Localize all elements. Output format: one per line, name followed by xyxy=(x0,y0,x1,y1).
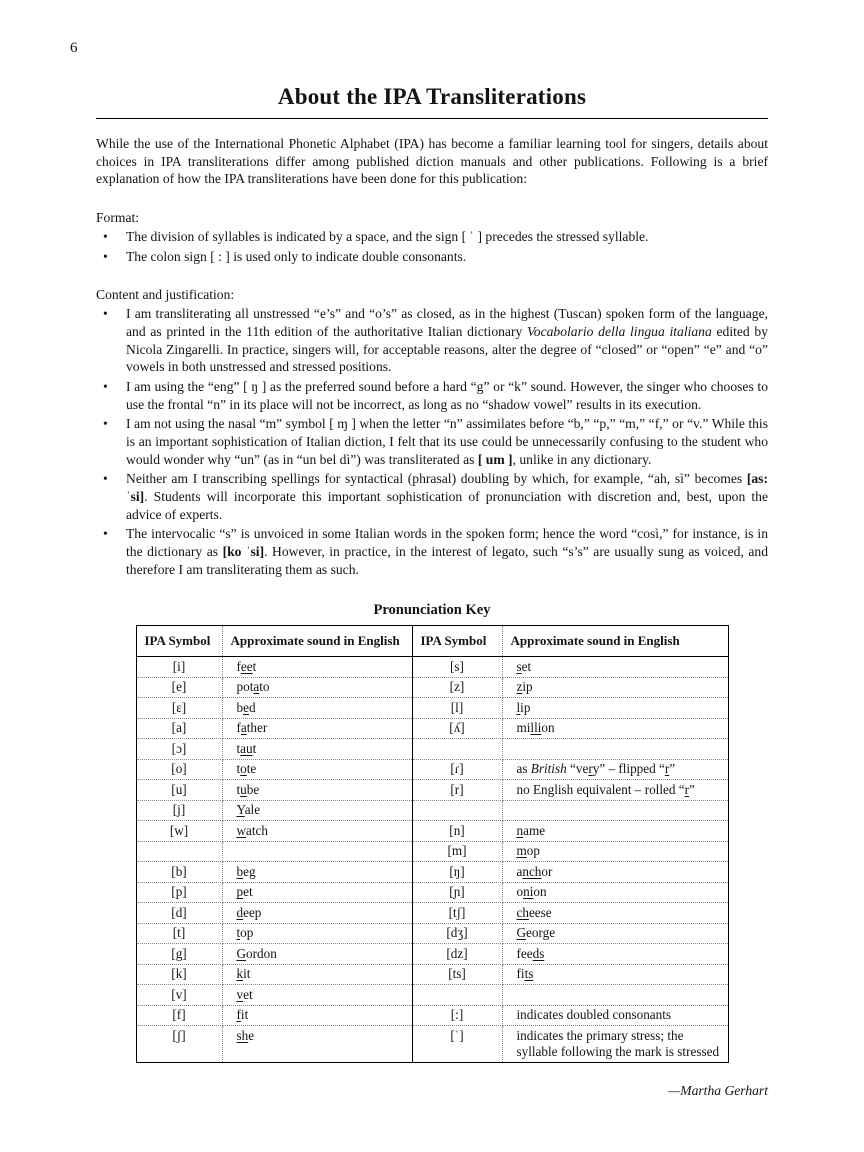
page-title: About the IPA Transliterations xyxy=(277,84,587,109)
header-sound-right: Approximate sound in English xyxy=(502,626,728,657)
table-row xyxy=(136,841,728,862)
ipa-symbol-cell: [v] xyxy=(136,985,222,1006)
sound-cell: zip xyxy=(502,677,728,698)
ipa-symbol-cell: [t] xyxy=(136,923,222,944)
intro-paragraph: While the use of the International Phonetic Alphabet (IPA) has become a familiar learning tool for singers, details about choices in IPA transliterations differ among published diction manuals and other publications. Following is a brief explanation of how the IPA transliterations have been done for this publication: xyxy=(96,136,768,187)
ipa-symbol-cell xyxy=(136,841,222,862)
ipa-symbol-cell: [m] xyxy=(412,841,502,862)
pronunciation-key-table xyxy=(136,625,729,1063)
table-row xyxy=(136,964,728,985)
ipa-symbol-cell: [ɔ] xyxy=(136,739,222,760)
ipa-symbol-cell: [g] xyxy=(136,944,222,965)
ipa-symbol-cell: [ts] xyxy=(412,964,502,985)
sound-cell: lip xyxy=(502,698,728,719)
ipa-symbol-cell: [o] xyxy=(136,759,222,780)
ipa-symbol-cell: [n] xyxy=(412,821,502,842)
ipa-symbol-cell xyxy=(412,739,502,760)
sound-cell: mop xyxy=(502,841,728,862)
table-row xyxy=(136,903,728,924)
table-row xyxy=(136,698,728,719)
table-row xyxy=(136,944,728,965)
sound-cell: taut xyxy=(222,739,412,760)
format-heading: Format: xyxy=(96,210,140,226)
bullet-item: • The division of syllables is indicated by a space, and the sign [ ˈ ] precedes the stressed syllable. xyxy=(96,228,768,246)
bullet-item: • The colon sign [ : ] is used only to indicate double consonants. xyxy=(96,248,768,266)
table-row xyxy=(136,759,728,780)
ipa-symbol-cell xyxy=(412,985,502,1006)
sound-cell: set xyxy=(502,657,728,678)
ipa-symbol-cell: [r] xyxy=(412,780,502,801)
sound-cell: million xyxy=(502,718,728,739)
table-row xyxy=(136,1026,728,1063)
table-row xyxy=(136,780,728,801)
ipa-symbol-cell: [z] xyxy=(412,677,502,698)
ipa-symbol-cell: [dʒ] xyxy=(412,923,502,944)
ipa-symbol-cell: [w] xyxy=(136,821,222,842)
ipa-symbol-cell: [p] xyxy=(136,882,222,903)
header-sound-left: Approximate sound in English xyxy=(222,626,412,657)
table-row xyxy=(136,718,728,739)
pronunciation-key-title: Pronunciation Key xyxy=(373,602,491,619)
ipa-symbol-cell: [e] xyxy=(136,677,222,698)
sound-cell xyxy=(502,985,728,1006)
sound-cell: onion xyxy=(502,882,728,903)
bullet-item: • Neither am I transcribing spellings for syntactical (phrasal) doubling by which, for example, “ah, sì” becomes [as: ˈsi]. Students will incorporate this important sophistication of pronunciation with discretion and, best, upon the advice of experts. xyxy=(96,470,768,523)
content-heading: Content and justification: xyxy=(96,287,235,303)
ipa-symbol-cell: [l] xyxy=(412,698,502,719)
table-row xyxy=(136,821,728,842)
ipa-symbol-cell: [k] xyxy=(136,964,222,985)
sound-cell: she xyxy=(222,1026,412,1063)
sound-cell: tube xyxy=(222,780,412,801)
ipa-symbol-cell: [f] xyxy=(136,1005,222,1026)
table-row xyxy=(136,882,728,903)
header-ipa-symbol-right: IPA Symbol xyxy=(412,626,502,657)
table-row xyxy=(136,657,728,678)
sound-cell: cheese xyxy=(502,903,728,924)
sound-cell: name xyxy=(502,821,728,842)
author-signature: —Martha Gerhart xyxy=(668,1083,768,1099)
sound-cell: feeds xyxy=(502,944,728,965)
sound-cell: George xyxy=(502,923,728,944)
table-row xyxy=(136,985,728,1006)
ipa-symbol-cell: [ʎ] xyxy=(412,718,502,739)
ipa-symbol-cell: [:] xyxy=(412,1005,502,1026)
bullet-item: • The intervocalic “s” is unvoiced in some Italian words in the spoken form; hence the word “così,” for instance, is in the dictionary as [ko ˈsi]. However, in practice, in the interest of legato, such “s’s” are usually sung as voiced, and therefore I am transliterating them as such. xyxy=(96,525,768,578)
sound-cell: father xyxy=(222,718,412,739)
sound-cell: no English equivalent – rolled “r” xyxy=(502,780,728,801)
sound-cell: deep xyxy=(222,903,412,924)
title-rule xyxy=(96,118,768,119)
ipa-symbol-cell: [u] xyxy=(136,780,222,801)
table-row xyxy=(136,1005,728,1026)
sound-cell: fits xyxy=(502,964,728,985)
table-row xyxy=(136,677,728,698)
sound-cell xyxy=(222,841,412,862)
ipa-symbol-cell xyxy=(412,800,502,821)
table-row xyxy=(136,923,728,944)
ipa-symbol-cell: [ʃ] xyxy=(136,1026,222,1063)
ipa-symbol-cell: [ɲ] xyxy=(412,882,502,903)
sound-cell: feet xyxy=(222,657,412,678)
sound-cell: beg xyxy=(222,862,412,883)
sound-cell: anchor xyxy=(502,862,728,883)
sound-cell: Gordon xyxy=(222,944,412,965)
ipa-symbol-cell: [ŋ] xyxy=(412,862,502,883)
ipa-symbol-cell: [i] xyxy=(136,657,222,678)
sound-cell: fit xyxy=(222,1005,412,1026)
ipa-symbol-cell: [d] xyxy=(136,903,222,924)
sound-cell: pet xyxy=(222,882,412,903)
table-row xyxy=(136,862,728,883)
sound-cell: bed xyxy=(222,698,412,719)
sound-cell xyxy=(502,739,728,760)
table-body xyxy=(136,657,728,1063)
bullet-item: • I am not using the nasal “m” symbol [ ɱ ] when the letter “n” assimilates before “b,” “p,” “m,” “f,” or “v.” While this is an important sophistication of Italian diction, I felt that its use could be unnecessarily confusing to the student who would wonder why “un” (as in “un bel dì”) was transliterated as [ um ], unlike in any dictionary. xyxy=(96,415,768,468)
ipa-symbol-cell: [b] xyxy=(136,862,222,883)
format-bullet-list xyxy=(96,228,768,265)
table-row xyxy=(136,739,728,760)
sound-cell: watch xyxy=(222,821,412,842)
sound-cell: as British “very” – flipped “r” xyxy=(502,759,728,780)
header-ipa-symbol-left: IPA Symbol xyxy=(136,626,222,657)
sound-cell: tote xyxy=(222,759,412,780)
table-header-row xyxy=(136,626,728,657)
bullet-item: • I am using the “eng” [ ŋ ] as the preferred sound before a hard “g” or “k” sound. However, the singer who chooses to use the frontal “n” in its place will not be incorrect, as long as no “shadow vowel” results in its execution. xyxy=(96,378,768,413)
sound-cell: indicates doubled consonants xyxy=(502,1005,728,1026)
ipa-symbol-cell: [tʃ] xyxy=(412,903,502,924)
bullet-item: • I am transliterating all unstressed “e’s” and “o’s” as closed, as in the highest (Tuscan) spoken form of the language, and as printed in the 11th edition of the authoritative Italian dictionary Vocabolario della lingua italiana edited by Nicola Zingarelli. In practice, singers will, for acceptable reasons, alter the degree of “closed” or “open” “e” and “o” vowels in both unstressed and stressed positions. xyxy=(96,305,768,376)
sound-cell xyxy=(502,800,728,821)
ipa-symbol-cell: [ɛ] xyxy=(136,698,222,719)
page-number: 6 xyxy=(70,40,78,56)
sound-cell: vet xyxy=(222,985,412,1006)
sound-cell: kit xyxy=(222,964,412,985)
sound-cell: potato xyxy=(222,677,412,698)
ipa-symbol-cell: [dz] xyxy=(412,944,502,965)
content-bullet-list xyxy=(96,305,768,578)
ipa-symbol-cell: [ˈ] xyxy=(412,1026,502,1063)
ipa-symbol-cell: [j] xyxy=(136,800,222,821)
sound-cell: Yale xyxy=(222,800,412,821)
sound-cell: top xyxy=(222,923,412,944)
table-row xyxy=(136,800,728,821)
ipa-symbol-cell: [a] xyxy=(136,718,222,739)
sound-cell: indicates the primary stress; the syllable following the mark is stressed xyxy=(516,1027,720,1060)
ipa-symbol-cell: [s] xyxy=(412,657,502,678)
ipa-symbol-cell: [ɾ] xyxy=(412,759,502,780)
